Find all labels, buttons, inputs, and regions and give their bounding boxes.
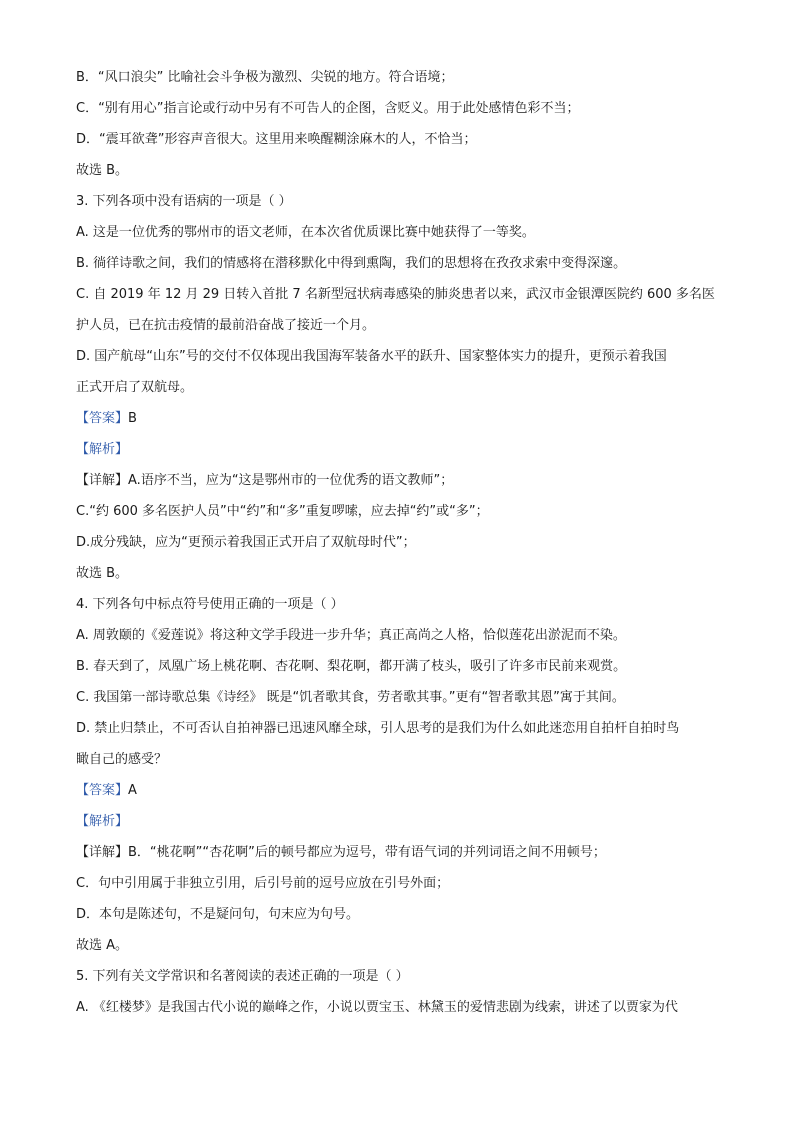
option-a: A. 周敦颐的《爱莲说》将这种文学手段进一步升华；真正高尚之人格，恰似莲花出淤泥而不染。 [76,628,626,643]
option-c: C. 我国第一部诗歌总集《诗经》 既是“饥者歌其食，劳者歌其事。”更有“智者歌其恩”寓于其间。 [76,690,625,705]
detail-tag: 【详解】 [76,845,129,860]
analysis-line [76,806,726,837]
text-line: C．句中引用属于非独立引用，后引号前的逗号应放在引号外面； [76,876,450,891]
option-d: D. 禁止归禁止，不可否认自拍神器已迅速风靡全球，引人思考的是我们为什么如此迷恋用自拍杆自拍时鸟 [76,721,680,736]
option-d-continued: 瞰自己的感受？ [76,752,168,767]
question-3-stem: 3. 下列各项中没有语病的一项是（ ） [76,194,292,209]
answer-tag: 【答案】 [76,411,129,426]
analysis-tag: 【解析】 [76,814,129,829]
analysis-tag: 【解析】 [76,442,129,457]
question-4-stem: 4. 下列各句中标点符号使用正确的一项是（ ） [76,597,344,612]
text-line: 故选 B。 [76,566,129,581]
text-line: D．本句是陈述句，不是疑问句，句末应为句号。 [76,907,360,922]
answer-line [76,403,726,434]
text-line: D．“震耳欲聋”形容声音很大。这里用来唤醒糊涂麻木的人，不恰当； [76,132,477,147]
text-line: 故选 A。 [76,938,129,953]
analysis-line [76,434,726,465]
option-a: A. 这是一位优秀的鄂州市的语文老师，在本次省优质课比赛中她获得了一等奖。 [76,225,535,240]
answer-value: B [128,411,137,426]
text-line: B．“风口浪尖” 比喻社会斗争极为激烈、尖锐的地方。符合语境； [76,70,454,85]
answer-tag: 【答案】 [76,783,129,798]
document-page [76,62,726,1023]
option-b: B. 徜徉诗歌之间，我们的情感将在潜移默化中得到熏陶，我们的思想将在孜孜求索中变得深邃。 [76,256,627,271]
text-line: C．“别有用心”指言论或行动中另有不可告人的企图，含贬义。用于此处感情色彩不当； [76,101,580,116]
text-line: D.成分残缺，应为“更预示着我国正式开启了双航母时代”； [76,535,416,550]
option-b: B. 春天到了，凤凰广场上桃花啊、杏花啊、梨花啊，都开满了枝头，吸引了许多市民前来观赏。 [76,659,627,674]
question-5-stem: 5. 下列有关文学常识和名著阅读的表述正确的一项是（ ） [76,969,409,984]
option-c: C. 自 2019 年 12 月 29 日转入首批 7 名新型冠状病毒感染的肺炎患者以来，武汉市金银潭医院约 600 多名医 [76,287,715,302]
detail-tag: 【详解】 [76,473,129,488]
option-a: A. 《红楼梦》是我国古代小说的巅峰之作，小说以贾宝玉、林黛玉的爱情悲剧为线索，讲述了以贾家为代 [76,1000,678,1015]
option-d-continued: 正式开启了双航母。 [76,380,194,395]
text-line: 故选 B。 [76,163,129,178]
text-line: C.“约 600 多名医护人员”中“约”和“多”重复啰嗦，应去掉“约”或“多”； [76,504,489,519]
detail-line: 【详解】B．“桃花啊”“杏花啊”后的顿号都应为逗号，带有语气词的并列词语之间不用顿号； [76,845,606,860]
detail-line: 【详解】A.语序不当，应为“这是鄂州市的一位优秀的语文教师”； [76,473,454,488]
answer-value: A [128,783,137,798]
option-c-continued: 护人员，已在抗击疫情的最前沿奋战了接近一个月。 [76,318,376,333]
option-d: D. 国产航母“山东”号的交付不仅体现出我国海军装备水平的跃升、国家整体实力的提升，更预示着我国 [76,349,667,364]
answer-line [76,775,726,806]
